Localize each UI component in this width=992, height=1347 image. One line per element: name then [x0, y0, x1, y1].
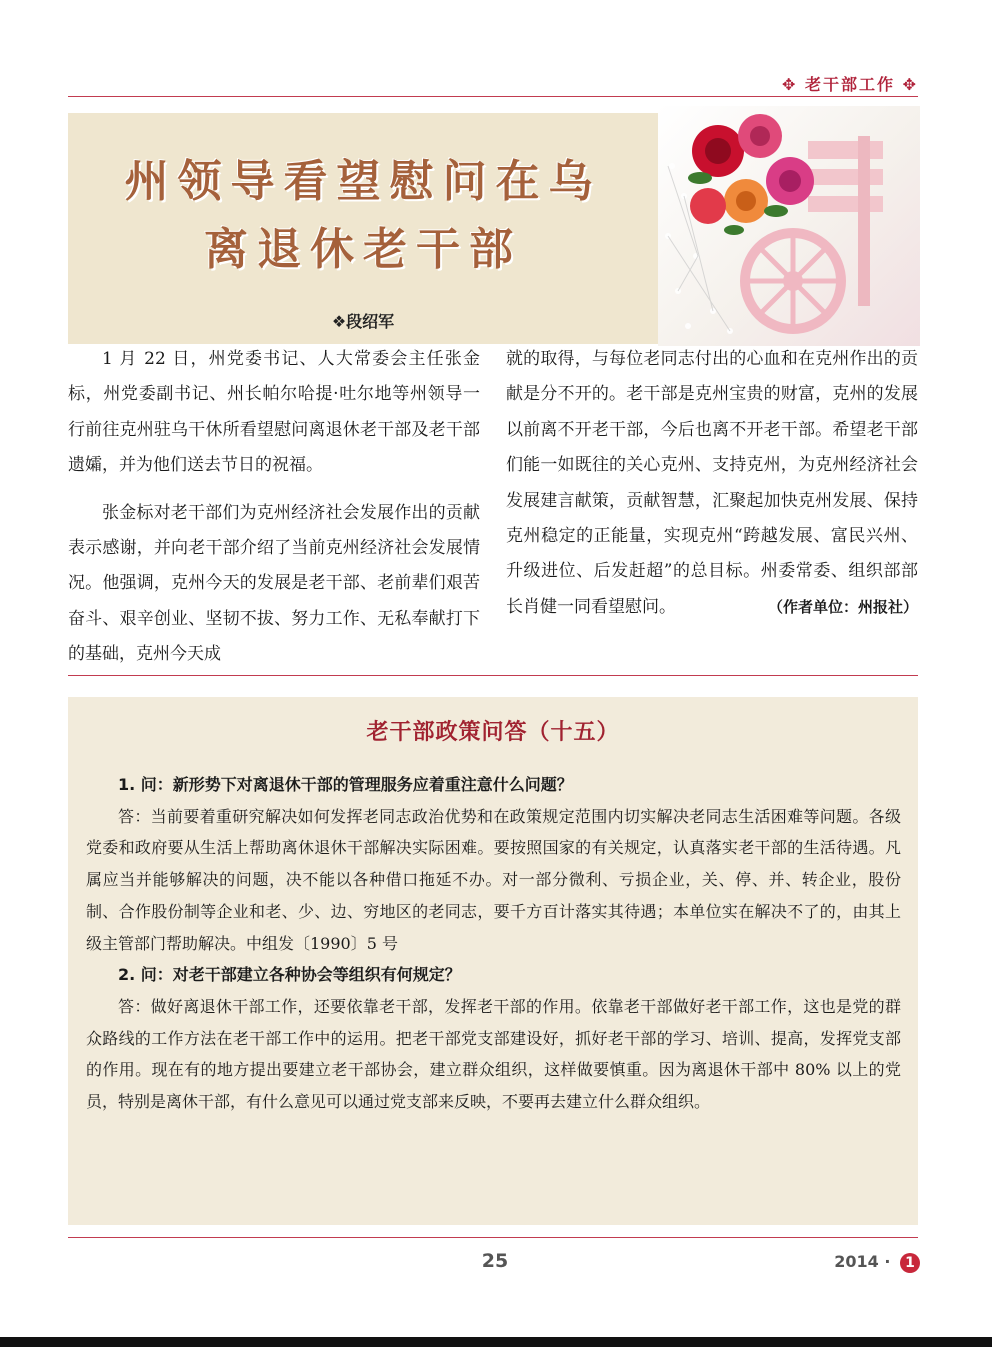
article-paragraph-continued: 就的取得，与每位老同志付出的心血和在克州作出的贡献是分不开的。老干部是克州宝贵的财富，克州的发展以前离不开老干部，今后也离不开老干部。希望老干部们能一如既往的关心克州、支持克州，为克州经济社会发展建言献策，贡献智慧，汇聚起加快克州发展、保持克州稳定的正能量，实现克州“跨越发展、富民兴州、升级进位、后发赶超”的总目标。州委常委、组织部部长肖健一同看望慰问。	[506, 349, 918, 617]
qa-question: 1. 问：新形势下对离退休干部的管理服务应着重注意什么问题？	[118, 775, 573, 794]
issue-number-badge: 1	[900, 1253, 920, 1273]
roses-flower-cart-photo	[658, 106, 920, 346]
article-paragraph: 张金标对老干部们为克州经济社会发展作出的贡献表示感谢，并向老干部介绍了当前克州经济社会发展情况。他强调，克州今天的发展是老干部、老前辈们艰苦奋斗、艰辛创业、坚韧不拔、努力工作、无私奉献打下的基础，克州今天成	[68, 502, 480, 665]
qa-answer: 答：当前要着重研究解决如何发挥老同志政治优势和在政策规定范围内切实解决老同志生活困难等问题。各级党委和政府要从生活上帮助离休退休干部解决实际困难。要按照国家的有关规定，认真落实老干部的生活待遇。凡属应当并能够解决的问题，决不能以各种借口拖延不办。对一部分微利、亏损企业，关、停、并、转企业，股份制、合作股份制等企业和老、少、边、穷地区的老同志，要千方百计落实其待遇；本单位实在解决不了的，由其上级主管部门帮助解决。中组发〔1990〕5 号	[86, 806, 901, 953]
section-header: ✥ 老干部工作 ✥	[782, 75, 918, 94]
qa-answer: 答：做好离退休干部工作，还要依靠老干部，发挥老干部的作用。依靠老干部做好老干部工作，这也是党的群众路线的工作方法在老干部工作中的运用。把老干部党支部建设好，抓好老干部的学习、培训、提高，发挥党支部的作用。现在有的地方提出要建立老干部协会，建立群众组织，这样做要慎重。因为离退休干部中 80% 以上的党员，特别是离休干部，有什么意见可以通过党支部来反映，不要再去建立什么群众组织。	[86, 996, 901, 1112]
issue-year: 2014	[834, 1252, 879, 1271]
issue-separator: ·	[884, 1252, 891, 1271]
qa-title: 老干部政策问答（十五）	[366, 719, 620, 745]
article-column-left	[68, 342, 480, 673]
author-byline: ❖段绍军	[331, 312, 395, 331]
policy-qa-panel	[68, 697, 918, 1225]
article-title-line-2: 离退休老干部	[204, 224, 522, 275]
issue-label	[834, 1252, 920, 1273]
author-affiliation: （作者单位：州报社）	[767, 597, 918, 616]
header-rule	[68, 96, 918, 97]
page-number: 25	[481, 1250, 509, 1272]
qa-body	[86, 769, 901, 1118]
article-paragraph: 1 月 22 日，州党委书记、人大常委会主任张金标，州党委副书记、州长帕尔哈提·吐尔地等州领导一行前往克州驻乌干休所看望慰问离退休老干部及老干部遗孀，并为他们送去节日的祝福。	[68, 349, 480, 476]
title-panel	[68, 113, 658, 344]
scan-bottom-edge	[0, 1337, 992, 1347]
article-paragraph	[506, 342, 918, 625]
article-title-line-1: 州领导看望慰问在乌	[124, 156, 602, 207]
section-divider	[68, 675, 918, 676]
footer-rule	[68, 1237, 918, 1238]
qa-question: 2. 问：对老干部建立各种协会等组织有何规定？	[118, 965, 461, 985]
article-column-right	[506, 342, 918, 625]
